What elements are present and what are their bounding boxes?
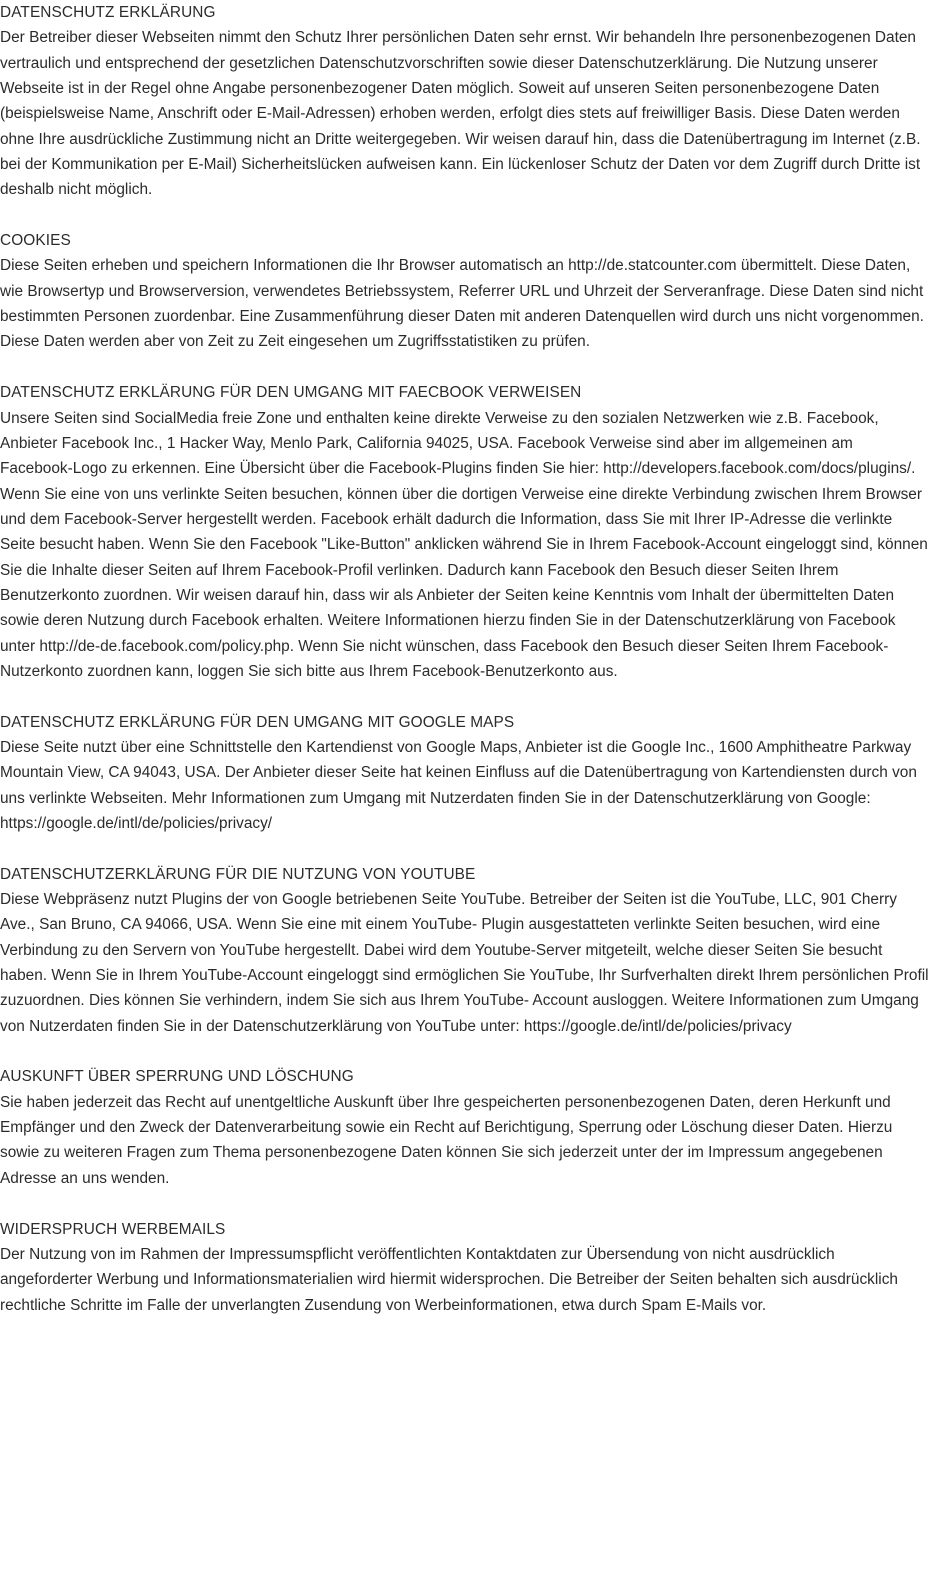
section-heading: AUSKUNFT ÜBER SPERRUNG UND LÖSCHUNG — [0, 1068, 354, 1086]
section-auskunft — [0, 1064, 929, 1191]
section-google-maps — [0, 710, 929, 837]
section-cookies — [0, 228, 929, 355]
section-body: Der Betreiber dieser Webseiten nimmt den Schutz Ihrer persönlichen Daten sehr ernst. Wir behandeln Ihre personenbezogenen Daten vertraulich und entsprechend der gesetzlichen Datenschutzvorschriften sowie dieser Datenschutzerklärung. Die Nutzung unserer Webseite ist in der Regel ohne Angabe personenbezogener Daten möglich. Soweit auf unseren Seiten personenbezogene Daten (beispielsweise Name, Anschrift oder E-Mail-Adressen) erhoben werden, erfolgt dies stets auf freiwilliger Basis. Diese Daten werden ohne Ihre ausdrückliche Zustimmung nicht an Dritte weitergegeben. Wir weisen darauf hin, dass die Datenübertragung im Internet (z.B. bei der Kommunikation per E-Mail) Sicherheitslücken aufweisen kann. Ein lückenloser Schutz der Daten vor dem Zugriff durch Dritte ist deshalb nicht möglich. — [0, 29, 921, 199]
section-heading: DATENSCHUTZERKLÄRUNG FÜR DIE NUTZUNG VON YOUTUBE — [0, 865, 476, 883]
section-heading: DATENSCHUTZ ERKLÄRUNG FÜR DEN UMGANG MIT GOOGLE MAPS — [0, 713, 515, 731]
section-heading: WIDERSPRUCH WERBEMAILS — [0, 1220, 226, 1238]
section-widerspruch — [0, 1217, 929, 1318]
section-body: Sie haben jederzeit das Recht auf unentgeltliche Auskunft über Ihre gespeicherten personenbezogenen Daten, deren Herkunft und Empfänger und den Zweck der Datenverarbeitung sowie ein Recht auf Berichtigung, Sperrung oder Löschung dieser Daten. Hierzu sowie zu weiteren Fragen zum Thema personenbezogene Daten können Sie sich jederzeit unter der im Impressum angegebenen Adresse an uns wenden. — [0, 1093, 893, 1187]
section-body: Der Nutzung von im Rahmen der Impressumspflicht veröffentlichten Kontaktdaten zur Übersendung von nicht ausdrücklich angeforderter Werbung und Informationsmaterialien wird hiermit widersprochen. Die Betreiber der Seiten behalten sich ausdrücklich rechtliche Schritte im Falle der unverlangten Zusendung von Werbeinformationen, etwa durch Spam E-Mails vor. — [0, 1245, 898, 1314]
section-datenschutz — [0, 0, 929, 203]
section-body: Unsere Seiten sind SocialMedia freie Zone und enthalten keine direkte Verweise zu den sozialen Netzwerken wie z.B. Facebook, Anbieter Facebook Inc., 1 Hacker Way, Menlo Park, California 94025, USA. Facebook Verweise sind aber im allgemeinen am Facebook-Logo zu erkennen. Eine Übersicht über die Facebook-Plugins finden Sie hier: http://developers.facebook.com/docs/plugins/. Wenn Sie eine von uns verlinkte Seiten besuchen, können über die dortigen Verweise eine direkte Verbindung zwischen Ihrem Browser und dem Facebook-Server hergestellt werden. Facebook erhält dadurch die Information, dass Sie mit Ihrer IP-Adresse die verlinkte Seite besucht haben. Wenn Sie den Facebook "Like-Button" anklicken während Sie in Ihrem Facebook-Account eingeloggt sind, können Sie die Inhalte dieser Seiten auf Ihrem Facebook-Profil verlinken. Dadurch kann Facebook den Besuch dieser Seiten Ihrem Benutzerkonto zuordnen. Wir weisen darauf hin, dass wir als Anbieter der Seiten keine Kenntnis vom Inhalt der übermittelten Daten sowie deren Nutzung durch Facebook erhalten. Weitere Informationen hierzu finden Sie in der Datenschutzerklärung von Facebook unter http://de-de.facebook.com/policy.php. Wenn Sie nicht wünschen, dass Facebook den Besuch dieser Seiten Ihrem Facebook-Nutzerkonto zuordnen kann, loggen Sie sich bitte aus Ihrem Facebook-Benutzerkonto aus. — [0, 409, 928, 680]
section-body: Diese Seite nutzt über eine Schnittstelle den Kartendienst von Google Maps, Anbieter ist die Google Inc., 1600 Amphitheatre Parkway Mountain View, CA 94043, USA. Der Anbieter dieser Seite hat keinen Einfluss auf die Datenübertragung von Kartendiensten durch von uns verlinkte Webseiten. Mehr Informationen zum Umgang mit Nutzerdaten finden Sie in der Datenschutzerklärung von Google: https://google.de/intl/de/policies/privacy/ — [0, 738, 917, 832]
section-body: Diese Seiten erheben und speichern Informationen die Ihr Browser automatisch an http://de.statcounter.com übermittelt. Diese Daten, wie Browsertyp und Browserversion, verwendetes Betriebssystem, Referrer URL und Uhrzeit der Serveranfrage. Diese Daten sind nicht bestimmten Personen zuordenbar. Eine Zusammenführung dieser Daten mit anderen Datenquellen wird durch uns nicht vorgenommen. Diese Daten werden aber von Zeit zu Zeit eingesehen um Zugriffsstatistiken zu prüfen. — [0, 257, 924, 351]
section-youtube — [0, 862, 929, 1039]
section-body: Diese Webpräsenz nutzt Plugins der von Google betriebenen Seite YouTube. Betreiber der Seiten ist die YouTube, LLC, 901 Cherry Ave., San Bruno, CA 94066, USA. Wenn Sie eine mit einem YouTube- Plugin ausgestatteten verlinkte Seiten besuchen, wird eine Verbindung zu den Servern von YouTube hergestellt. Dabei wird dem Youtube-Server mitgeteilt, welche dieser Seiten Sie besucht haben. Wenn Sie in Ihrem YouTube-Account eingeloggt sind ermöglichen Sie YouTube, Ihr Surfverhalten direkt Ihrem persönlichen Profil zuzuordnen. Dies können Sie verhindern, indem Sie sich aus Ihrem YouTube- Account ausloggen. Weitere Informationen zum Umgang von Nutzerdaten finden Sie in der Datenschutzerklärung von YouTube unter: https://google.de/intl/de/policies/privacy — [0, 891, 929, 1035]
section-heading: DATENSCHUTZ ERKLÄRUNG — [0, 4, 216, 21]
section-facebook — [0, 380, 929, 684]
section-heading: DATENSCHUTZ ERKLÄRUNG FÜR DEN UMGANG MIT FAECBOOK VERWEISEN — [0, 384, 582, 402]
section-heading: COOKIES — [0, 232, 71, 250]
